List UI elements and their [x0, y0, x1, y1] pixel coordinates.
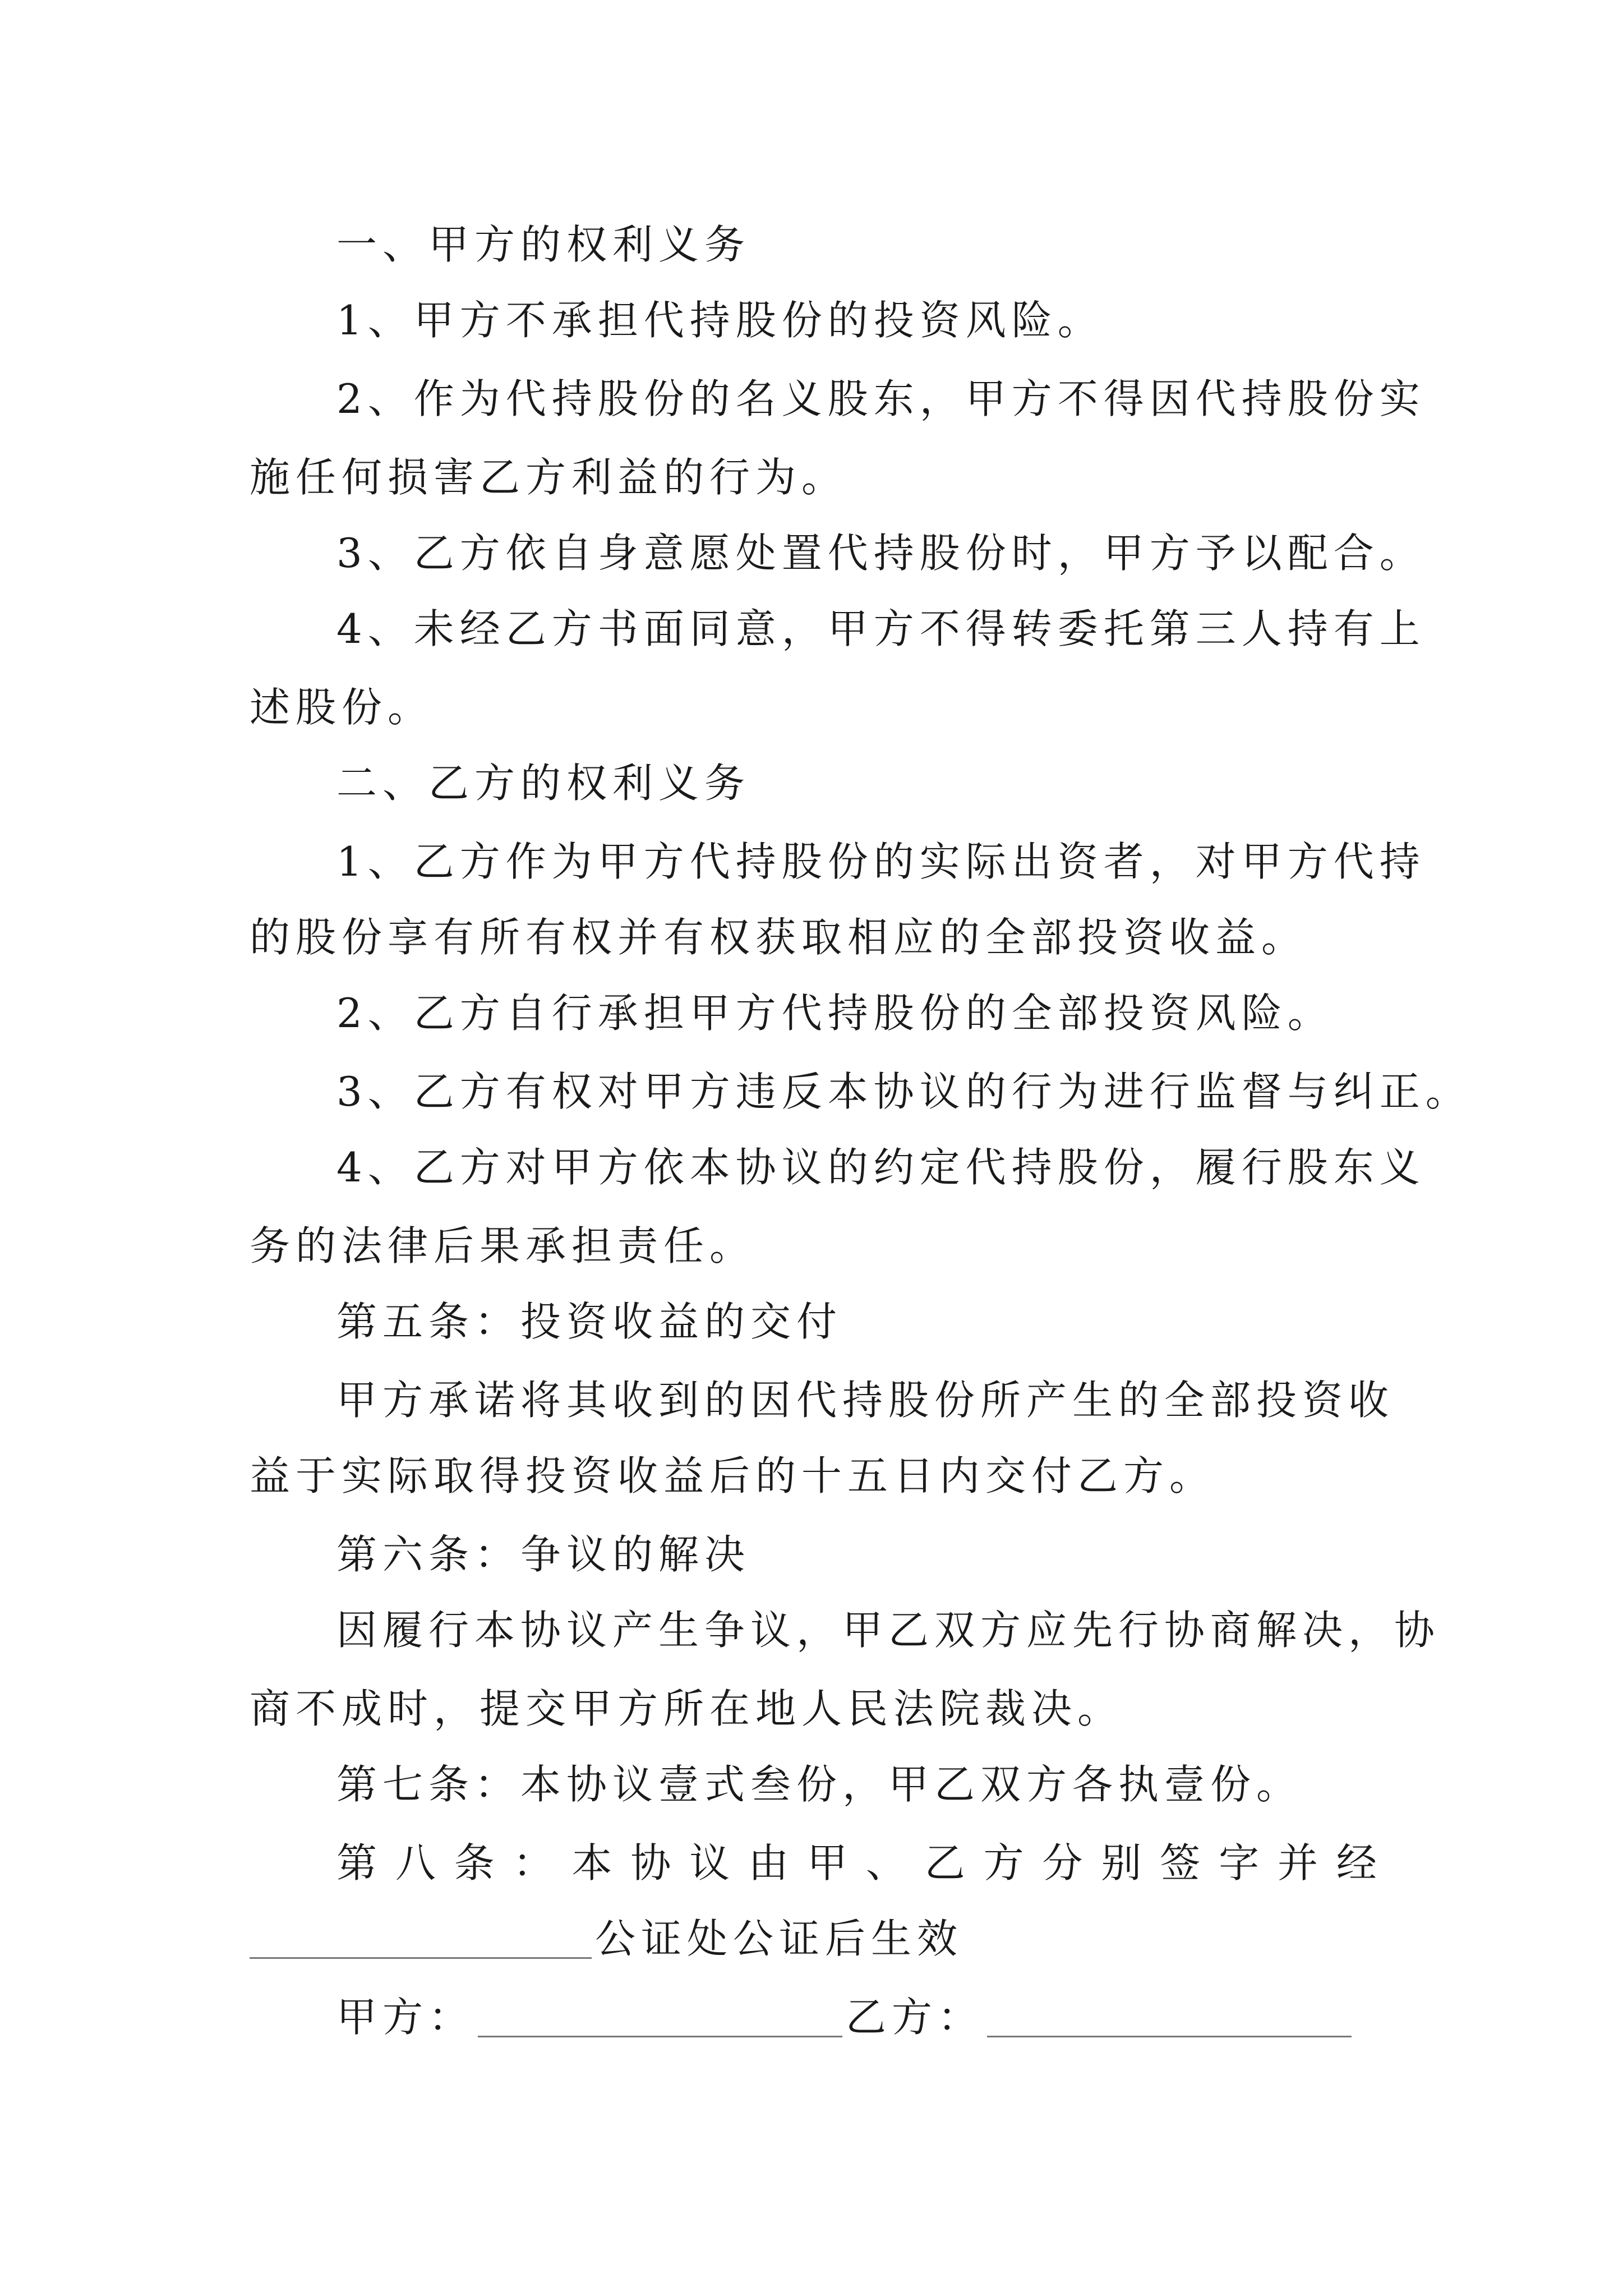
article-5-line1: 甲方承诺将其收到的因代持股份所产生的全部投资收 [336, 1377, 1395, 1424]
article-8-char: 甲 [807, 1839, 848, 1887]
article-8-char: ： [513, 1839, 554, 1887]
clause-b1-line2: 的股份享有所有权并有权获取相应的全部投资收益。 [250, 914, 1308, 961]
article-5-line2: 益于实际取得投资收益后的十五日内交付乙方。 [250, 1452, 1216, 1499]
clause-b4-line1: 4、乙方对甲方依本协议的约定代持股份，履行股东义 [336, 1144, 1426, 1191]
clause-a4-line2: 述股份。 [250, 684, 434, 731]
article-8-char: 由 [748, 1839, 789, 1887]
clause-b4-line2: 务的法律后果承担责任。 [250, 1222, 756, 1269]
article-8-char: 第 [336, 1839, 377, 1887]
article-8-char: 字 [1219, 1839, 1260, 1887]
clause-b3: 3、乙方有权对甲方违反本协议的行为进行监督与纠正。 [336, 1068, 1472, 1115]
article-5-heading: 第五条：投资收益的交付 [336, 1298, 843, 1345]
clause-b2: 2、乙方自行承担甲方代持股份的全部投资风险。 [336, 990, 1334, 1037]
article-8-char: 经 [1336, 1839, 1377, 1887]
clause-a2-line2: 施任何损害乙方利益的行为。 [250, 454, 848, 501]
article-7: 第七条：本协议壹式叁份，甲乙双方各执壹份。 [336, 1761, 1303, 1808]
party-b-heading: 二、乙方的权利义务 [336, 760, 751, 807]
article-6-line1: 因履行本协议产生争议，甲乙双方应先行协商解决，协 [336, 1607, 1441, 1654]
signature-row [336, 1994, 1469, 2041]
article-8-char: 乙 [924, 1839, 965, 1887]
article-8-line2-text: 公证处公证后生效 [595, 1915, 963, 1962]
article-8-char: 、 [865, 1839, 906, 1887]
clause-b1-line1: 1、乙方作为甲方代持股份的实际出资者，对甲方代持 [336, 838, 1426, 885]
article-8-char: 八 [395, 1839, 436, 1887]
article-8-char: 条 [454, 1839, 495, 1887]
article-8-char: 并 [1278, 1839, 1318, 1887]
party-a-signature-blank [478, 2001, 842, 2037]
clause-a3: 3、乙方依自身意愿处置代持股份时，甲方予以配合。 [336, 530, 1426, 577]
article-8-char: 协 [630, 1839, 671, 1887]
notary-office-blank [250, 1922, 592, 1959]
party-b-signature-label: 乙方： [846, 1994, 984, 2041]
article-8-char: 本 [571, 1839, 612, 1887]
party-a-signature-label: 甲方： [336, 1994, 475, 2041]
article-6-heading: 第六条：争议的解决 [336, 1531, 751, 1578]
clause-a2-line1: 2、作为代持股份的名义股东，甲方不得因代持股份实 [336, 375, 1426, 422]
article-8-char: 分 [1042, 1839, 1083, 1887]
party-a-heading: 一、甲方的权利义务 [336, 221, 751, 268]
article-8-char: 别 [1101, 1839, 1142, 1887]
article-8-char: 签 [1160, 1839, 1201, 1887]
clause-a4-line1: 4、未经乙方书面同意，甲方不得转委托第三人持有上 [336, 605, 1426, 652]
article-8-line2 [250, 1915, 1382, 1962]
clause-a1: 1、甲方不承担代持股份的投资风险。 [336, 297, 1104, 344]
article-6-line2: 商不成时，提交甲方所在地人民法院裁决。 [250, 1685, 1124, 1732]
article-8-char: 方 [983, 1839, 1024, 1887]
party-b-signature-blank [987, 2001, 1352, 2037]
article-8-line1 [336, 1839, 1377, 1887]
article-8-char: 议 [689, 1839, 730, 1887]
